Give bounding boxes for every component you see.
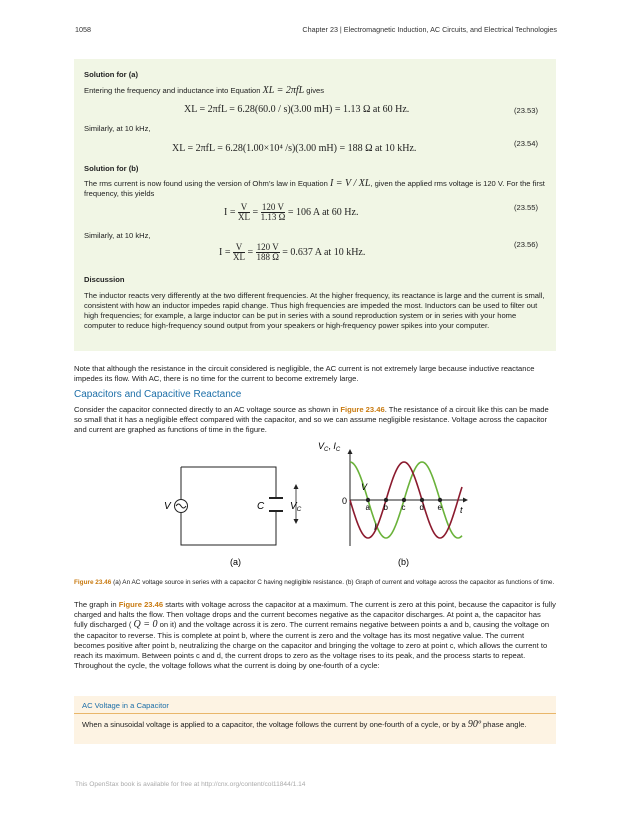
origin-label: 0 — [342, 496, 348, 506]
equation-number: (23.56) — [513, 240, 538, 250]
note-paragraph: Note that although the resistance in the circuit considered is negligible, the AC current is not extremely large because inductive reactance impedes its flow. With AC, there is no time for the current to become extremely large. — [74, 364, 535, 384]
intro-text: The rms current is now found using the version of Ohm’s law in Equation — [84, 178, 330, 188]
voltage-curve-label: V — [361, 482, 368, 492]
eq-lhs: I = — [224, 207, 236, 219]
callout-text — [74, 714, 556, 730]
paragraph-text-end: on it) and the voltage across it is zero. The current remains negative between points a and b, causing the voltage on the capacitor to reverse. This is complete at point b, where the current is zero and the voltage has its most negative value. The current becomes positive after point b, neutralizing the charge on the capacitor and bringing the voltage to zero at point c, which allows the current to reach its maximum. Between points c and d, the current drops to zero as the voltage rises to its peak, and the process starts to repeat. Throughout the cycle, the voltage follows what the current is doing by one-fourth of a cycle: — [74, 620, 550, 671]
paragraph-text: Consider the capacitor connected directly to an AC voltage source as shown in — [74, 405, 341, 414]
callout-title: AC Voltage in a Capacitor — [74, 696, 556, 714]
capacitor-label: C — [257, 501, 265, 512]
intro-text-end: , given the applied rms voltage is 120 V. For the first frequency, this yields — [84, 178, 545, 199]
inline-math: XL = 2πfL — [262, 85, 305, 97]
axis-v: V — [318, 441, 325, 451]
fraction-numerator: V — [233, 243, 245, 253]
solution-a-intro — [84, 86, 546, 96]
label-main: V — [290, 501, 297, 512]
similarly-text: Similarly, at 10 kHz, — [84, 124, 151, 134]
point-d — [420, 498, 424, 502]
caption-label: Figure 23.46 — [74, 579, 112, 587]
equation-text — [224, 203, 358, 222]
fraction-numerator: 120 V — [261, 202, 285, 213]
eq-rhs: = 0.637 A at 10 kHz. — [282, 247, 366, 259]
axis-v-sub: C — [324, 447, 329, 453]
inline-math: Q = 0 — [133, 619, 158, 631]
eq-sign: = — [247, 247, 254, 259]
eq-lhs: I = — [219, 247, 231, 259]
solution-b-heading: Solution for (b) — [84, 163, 139, 173]
point-label-c: c — [401, 503, 406, 512]
equation-text — [219, 243, 365, 262]
intro-text-end: gives — [304, 86, 325, 96]
inline-math: 90º — [467, 719, 481, 730]
footer-text: This OpenStax book is available for free at http://cnx.org/content/col11844/1.14 — [75, 781, 306, 788]
solution-a-heading: Solution for (a) — [84, 70, 138, 79]
axis-i-sub: C — [335, 447, 341, 453]
callout-text-b: phase angle. — [480, 720, 527, 729]
fraction — [261, 203, 286, 222]
vc-ic-graph — [348, 449, 469, 546]
worked-example-solution — [74, 59, 556, 351]
axis-sep: , — [328, 441, 334, 451]
similarly-text: Similarly, at 10 kHz, — [84, 231, 151, 241]
discussion-text: The inductor reacts very differently at the two different frequencies. At the higher frequency, its reactance is large and the current is small, consistent with how an inductor impedes rapid change. Thus high frequencies are impeded the most. Inductors can be used to filter out high frequencies; for example, a large inductor can be put in series with a sound reproduction system or in series with your home computer to reduce high-frequency sound output from your speakers or high-frequency power spikes into your computer. — [84, 290, 545, 331]
time-axis-arrow-icon — [463, 498, 468, 503]
section-paragraph — [74, 405, 556, 436]
point-c — [402, 498, 406, 502]
intro-text: Entering the frequency and inductance into Equation — [84, 86, 263, 96]
callout-box — [74, 696, 556, 744]
circuit-diagram — [175, 467, 297, 545]
time-axis-label: t — [460, 505, 463, 515]
point-a — [366, 498, 370, 502]
paragraph-text-end: . The resistance of a circuit like this can be made so small that it has a negligible effect compared with the capacitor, and so we can assume negligible resistance. Voltage across the capacitor and current are graphed as functions of time in the figure. — [74, 405, 549, 435]
capacitor-voltage-label — [290, 501, 302, 513]
paragraph-text: starts with voltage across the capacitor at a maximum. The current is zero at this point, because the capacitor is fully charged and halts the flow. Then voltage drops and the current becomes negative as the capacitor discharges. At point a, the capacitor has fully discharged ( — [74, 600, 556, 630]
eq-rhs: = 106 A at 60 Hz. — [287, 207, 359, 219]
figure-label-a: (a) — [230, 557, 241, 567]
source-voltage-label: V — [164, 501, 171, 512]
solution-b-intro — [84, 179, 546, 199]
figure-23-46 — [150, 438, 490, 570]
point-e — [438, 498, 442, 502]
axis-i: I — [333, 441, 336, 451]
fraction-denominator: XL — [232, 252, 245, 263]
fraction-denominator: 188 Ω — [256, 252, 279, 263]
equation-23-54 — [84, 137, 546, 157]
fraction — [256, 243, 280, 262]
current-curve-label: I — [374, 522, 377, 532]
ac-wave-icon — [176, 504, 186, 508]
figure-caption — [74, 579, 556, 588]
axis-title — [318, 441, 341, 453]
caption-text: (a) An AC voltage source in series with a capacitor C having negligible resistance. (b) Graph of current and voltage across the capacitor as functions of time. — [111, 579, 555, 587]
equation-23-56 — [84, 240, 546, 267]
eq-sign: = — [252, 207, 259, 219]
voltage-arrow-down-icon — [294, 519, 299, 524]
equation-text: XL = 2πfL = 6.28(60.0 / s)(3.00 mH) = 1.13 Ω at 60 Hz. — [184, 104, 410, 116]
equation-text: XL = 2πfL = 6.28(1.00×10⁴ /s)(3.00 mH) = 188 Ω at 10 kHz. — [172, 142, 417, 154]
equation-number: (23.54) — [513, 138, 538, 148]
fraction-numerator: 120 V — [256, 242, 279, 253]
page-number: 1058 — [75, 25, 91, 34]
equation-number: (23.53) — [513, 106, 538, 116]
chapter-title: Chapter 23 | Electromagnetic Induction, AC Circuits, and Electrical Technologies — [302, 25, 557, 34]
inline-math: I = V / XL — [329, 177, 371, 189]
voltage-arrow-up-icon — [294, 484, 299, 489]
fraction — [233, 243, 245, 262]
fraction-denominator: 1.13 Ω — [260, 212, 286, 223]
point-b — [384, 498, 388, 502]
body-paragraph — [74, 600, 556, 671]
discussion-heading: Discussion — [84, 275, 125, 285]
label-subscript: C — [296, 506, 302, 513]
equation-23-53 — [84, 100, 546, 120]
fraction-numerator: V — [238, 203, 250, 213]
equation-number: (23.55) — [513, 203, 538, 213]
fraction-denominator: XL — [237, 212, 250, 223]
paragraph-text: The graph in — [74, 600, 119, 609]
equation-23-55 — [84, 201, 546, 225]
figure-link[interactable]: Figure 23.46 — [340, 405, 385, 414]
section-heading: Capacitors and Capacitive Reactance — [74, 389, 242, 400]
figure-link[interactable]: Figure 23.46 — [118, 600, 164, 609]
callout-text-a: When a sinusoidal voltage is applied to a capacitor, the voltage follows the current by one-fourth of a cycle, or by a — [82, 720, 468, 729]
point-label-e: e — [437, 503, 442, 512]
point-label-d: d — [419, 503, 424, 512]
y-axis-arrow-icon — [348, 449, 353, 454]
point-label-a: a — [365, 503, 370, 512]
fraction — [238, 203, 250, 222]
figure-label-b: (b) — [398, 557, 409, 567]
point-label-b: b — [383, 503, 388, 512]
